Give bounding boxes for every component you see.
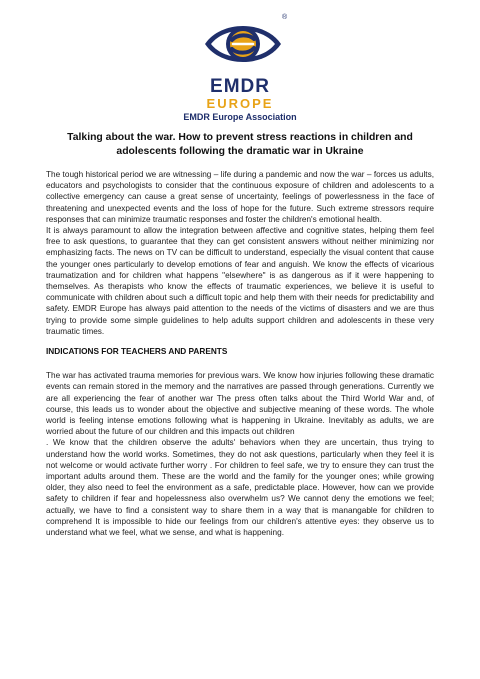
- emdr-logo: [0, 14, 480, 122]
- brand-name: EMDR: [210, 76, 270, 97]
- document-title: Talking about the war. How to prevent stress reactions in children and adolescents following the dramatic war in Ukraine: [67, 132, 413, 157]
- paragraph: The war has activated trauma memories for previous wars. We know how injuries following these dramatic events can remain stored in the memory and the narratives are passed through generations. Currently we are all experiencing the fear of another war The press often talks about the Third World War and, of course, this leads us to wonder about the objective and subjective meaning of these words. The whole world is feeling intense emotions following what is happening in Ukraine. Inevitably as adults, we are worried about the future of our children and this impacts out children: [46, 371, 434, 437]
- registered-mark: ®: [282, 14, 288, 21]
- association-name: EMDR Europe Association: [183, 112, 297, 122]
- paragraph: It is always paramount to allow the integration between affective and cognitive states, helping them feel free to ask questions, to guarantee that they can get consistent answers without neither minimizing nor emphasizing facts. The news on TV can be difficult to understand, especially the visual content that cause the younger ones particularly to develop emotions of fear and anguish. We know the effects of vicarious traumatization and for children what happens "elsewhere" is as dangerous as if it were happening to themselves. As therapists who know the effects of traumatic experiences, we believe it is useful to communicate with children about such a difficult topic and help them with their needs for predictability and safety. EMDR Europe has always paid attention to the needs of the victims of disasters and we are thus trying to provide some simple guidelines to help adults support children and adolescents in these very traumatic times.: [46, 226, 434, 336]
- paragraph: The tough historical period we are witnessing – life during a pandemic and now the war – forces us adults, educators and psychologists to consider that the continuous exposure of children and adolescents to a collective emergency can cause a great sense of uncertainty, feelings of powerlessness in the face of threatening and unexpected events and the loss of hope for the future. Such extreme stressors require responses that can minimize traumatic responses and foster the children's emotional health.: [46, 170, 434, 224]
- brand-region: EUROPE: [206, 96, 274, 111]
- document-body: [46, 169, 434, 538]
- paragraph: . We know that the children observe the adults' behaviors when they are uncertain, thus trying to understand how the world works. Sometimes, they do not ask questions, particularly when they feel it is not welcome or would activate further worry . For children to feel safe, we try to ensure they can trust the important adults around them. These are the world and the family for the younger ones; while growing older, they also need to feel the environment as a safe, predictable place. However, how can we provide safety to children if fear and hopelessness also overwhelm us? We cannot deny the emotions we feel; actually, we have to find a consistent way to share them in a way that is manangable for children to comprehend It is impossible to hide our feelings from our children's attentive eyes: they observe us to understand what we feel, what we sense, and what is happening.: [46, 438, 434, 538]
- emdr-eye-logo-icon: [203, 14, 283, 74]
- section-heading: INDICATIONS FOR TEACHERS AND PARENTS: [46, 347, 228, 357]
